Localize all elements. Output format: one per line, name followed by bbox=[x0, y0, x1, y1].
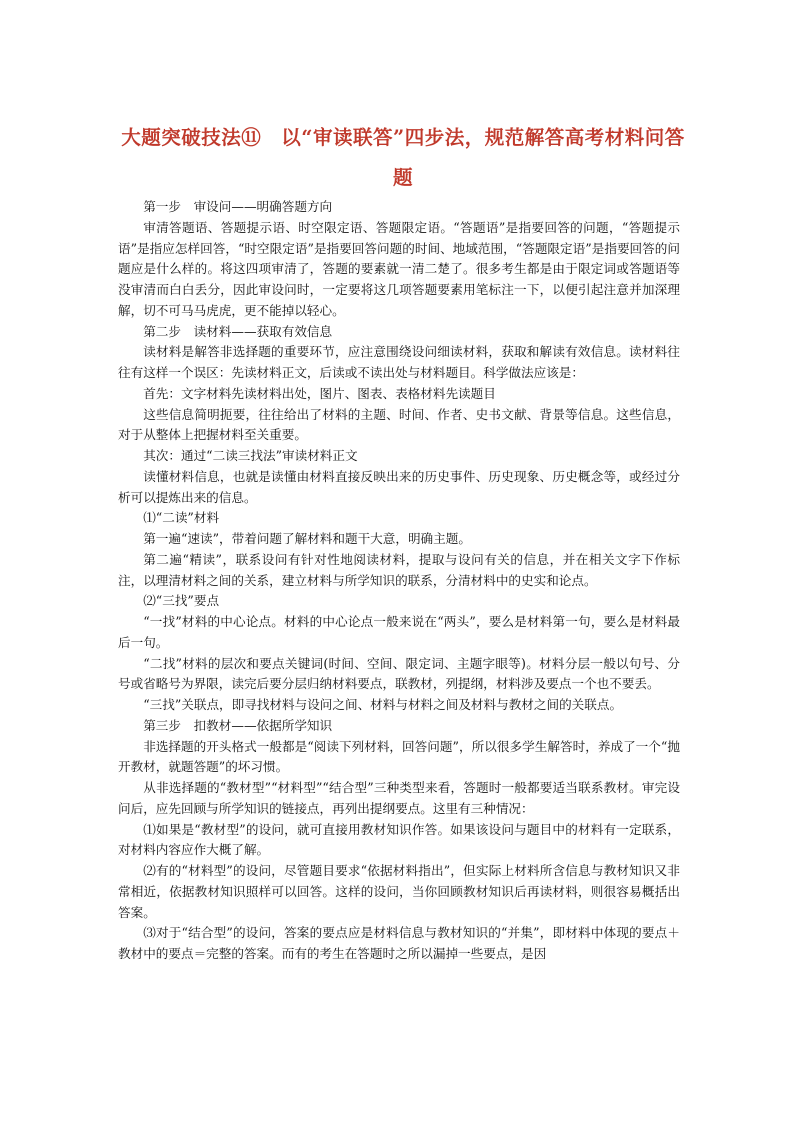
paragraph: 读材料是解答非选择题的重要环节，应注意围绕设问细读材料，获取和解读有效信息。读材料往往有这样一个误区：先读材料正文，后读或不读出处与材料题目。科学做法应该是： bbox=[118, 344, 680, 380]
paragraph: 第一遍“速读”，带着问题了解材料和题干大意，明确主题。 bbox=[143, 531, 471, 546]
paragraph: 首先：文字材料先读材料出处，图片、图表、表格材料先读题目 bbox=[143, 385, 496, 401]
paragraph: “三找”关联点，即寻找材料与设问之间、材料与材料之间及材料与教材之间的关联点。 bbox=[143, 697, 623, 712]
heading-step-1: 第一步 审设问——明确答题方向 bbox=[143, 199, 333, 214]
list-item: ⑶对于“结合型”的设问，答案的要点应是材料信息与教材知识的“并集”，即材料中体现的要点＋教材中的要点＝完整的答案。而有的考生在答题时之所以漏掉一些要点，是因 bbox=[118, 925, 680, 961]
paragraph: 非选择题的开头格式一般都是“阅读下列材料，回答问题”，所以很多学生解答时，养成了一个“抛开教材，就题答题”的坏习惯。 bbox=[118, 738, 680, 775]
list-item: ⑵有的“材料型”的设问，尽管题目要求“依据材料指出”，但实际上材料所含信息与教材知识又非常相近，依据教材知识照样可以回答。这样的设问，当你回顾教材知识后再读材料，则很容易概括出答案。 bbox=[118, 863, 680, 920]
heading-step-2: 第二步 读材料——获取有效信息 bbox=[143, 323, 333, 339]
paragraph: “二找”材料的层次和要点关键词(时间、空间、限定词、主题字眼等)。材料分层一般以句号、分号或省略号为界限，读完后要分层归纳材料要点，联教材，列提纲，材料涉及要点一个也不要丢。 bbox=[118, 655, 680, 692]
paragraph: 其次：通过“二读三找法”审读材料正文 bbox=[143, 448, 358, 463]
heading-step-3: 第三步 扣教材——依据所学知识 bbox=[143, 717, 333, 733]
title-line-2: 题 bbox=[392, 166, 413, 189]
title-line-1: 大题突破技法⑪ 以“审读联答”四步法，规范解答高考材料问答 bbox=[121, 126, 685, 149]
list-item: ⑵“三找”要点 bbox=[143, 593, 220, 609]
paragraph: “一找”材料的中心论点。材料的中心论点一般来说在“两头”，要么是材料第一句，要么是材料最后一句。 bbox=[118, 614, 680, 650]
list-item: ⑴如果是“教材型”的设问，就可直接用教材知识作答。如果该设问与题目中的材料有一定联系，对材料内容应作大概了解。 bbox=[118, 821, 680, 858]
paragraph: 审清答题语、答题提示语、时空限定语、答题限定语。“答题语”是指要回答的问题，“答题提示语”是指应怎样回答，“时空限定语”是指要回答问题的时间、地域范围，“答题限定语”是指要回答的问题应是什么样的。将这四项审清了，答题的要素就一清二楚了。很多考生都是由于限定词或答题语等没审清而白白丢分，因此审设问时，一定要将这几项答题要素用笔标注一下，以便引起注意并加深理解，切不可马马虎虎，更不能掉以轻心。 bbox=[118, 219, 680, 318]
document-body bbox=[118, 197, 680, 965]
paragraph: 从非选择题的“教材型”“材料型”“结合型”三种类型来看，答题时一般都要适当联系教材。审完设问后，应先回顾与所学知识的链接点，再列出提纲要点。这里有三种情况： bbox=[118, 780, 680, 816]
paragraph: 第二遍“精读”，联系设问有针对性地阅读材料，提取与设问有关的信息，并在相关文字下作标注，以理清材料之间的关系，建立材料与所学知识的联系，分清材料中的史实和论点。 bbox=[118, 551, 680, 588]
list-item: ⑴“二读”材料 bbox=[143, 510, 220, 526]
paragraph: 读懂材料信息，也就是读懂由材料直接反映出来的历史事件、历史现象、历史概念等，或经过分析可以提炼出来的信息。 bbox=[118, 468, 680, 505]
paragraph: 这些信息简明扼要，往往给出了材料的主题、时间、作者、史书文献、背景等信息。这些信息，对于从整体上把握材料至关重要。 bbox=[118, 406, 680, 443]
document-title bbox=[110, 118, 696, 198]
